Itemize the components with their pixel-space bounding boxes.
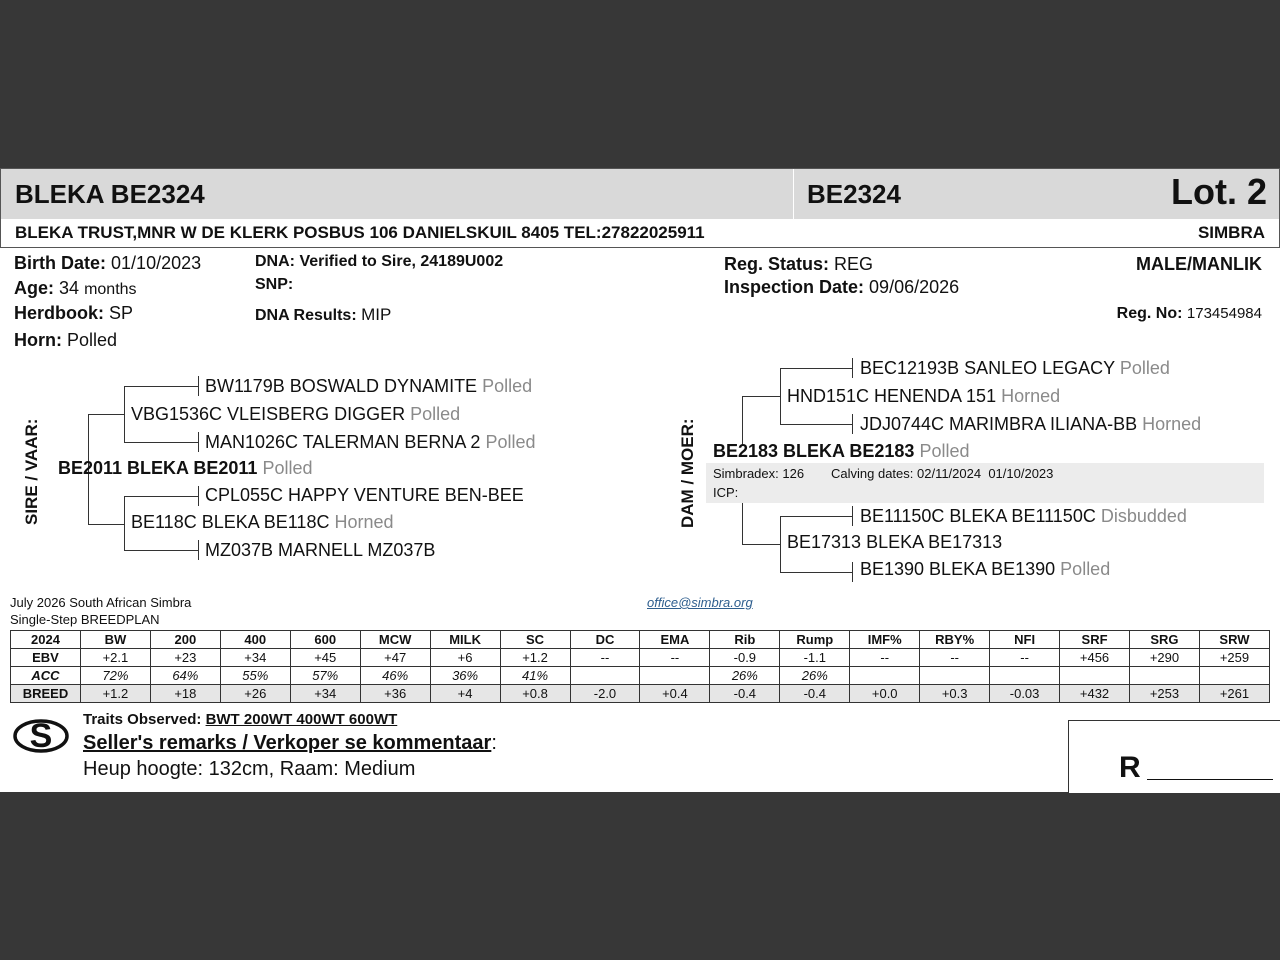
ebv-cell: 55%	[220, 667, 290, 685]
sire-dam-dam: MZ037B MARNELL MZ037B	[205, 540, 436, 560]
sire-sire: VBG1536C VLEISBERG DIGGER Polled	[131, 404, 461, 424]
sire-side-label: SIRE / VAAR:	[22, 418, 41, 525]
ebv-cell	[570, 667, 640, 685]
ebv-cell: +47	[360, 649, 430, 667]
ebv-cell: +0.8	[500, 685, 570, 703]
ebv-cell: +1.2	[500, 649, 570, 667]
ebv-cell: IMF%	[850, 631, 920, 649]
herdbook: Herdbook: SP	[14, 303, 134, 323]
breedplan-title: July 2026 South African Simbra	[10, 595, 192, 610]
ebv-header-row	[11, 631, 1270, 649]
sire-dam-sire: CPL055C HAPPY VENTURE BEN-BEE	[205, 485, 524, 505]
ebv-cell: +0.4	[640, 685, 710, 703]
reg-status: Reg. Status: REG	[724, 254, 874, 274]
ebv-cell: +4	[430, 685, 500, 703]
ebv-cell: +26	[220, 685, 290, 703]
ebv-cell: -0.03	[990, 685, 1060, 703]
sire-dam: BE118C BLEKA BE118C Horned	[131, 512, 394, 532]
header-band	[0, 168, 1280, 220]
ebv-cell: +1.2	[80, 685, 150, 703]
ebv-cell: SRG	[1130, 631, 1200, 649]
ebv-cell: +253	[1130, 685, 1200, 703]
ebv-cell: -0.9	[710, 649, 780, 667]
ebv-cell: -0.4	[710, 685, 780, 703]
seller-remarks: Heup hoogte: 132cm, Raam: Medium	[83, 758, 416, 780]
dna-verification: DNA: Verified to Sire, 24189U002	[255, 253, 504, 270]
ebv-cell: --	[850, 649, 920, 667]
row-label-cell: ACC	[11, 667, 81, 685]
ebv-cell: +0.3	[920, 685, 990, 703]
simbra-logo-icon	[12, 716, 70, 756]
ebv-cell: MCW	[360, 631, 430, 649]
email-link[interactable]: office@simbra.org	[647, 595, 753, 610]
ebv-cell: -1.1	[780, 649, 850, 667]
ebv-cell: +34	[220, 649, 290, 667]
snp: SNP:	[255, 276, 294, 293]
sire-sire-dam: MAN1026C TALERMAN BERNA 2 Polled	[205, 432, 536, 452]
ebv-cell: --	[640, 649, 710, 667]
dam-sire: HND151C HENENDA 151 Horned	[787, 386, 1061, 406]
row-label-cell: 2024	[11, 631, 81, 649]
ebv-row	[11, 649, 1270, 667]
breed-name: SIMBRA	[1197, 223, 1265, 242]
reg-no: Reg. No: 173454984	[1116, 305, 1262, 322]
sire: BE2011 BLEKA BE2011 Polled	[58, 458, 313, 478]
ebv-cell: 600	[290, 631, 360, 649]
lot-card	[0, 168, 1280, 792]
ebv-cell: SRF	[1060, 631, 1130, 649]
ebv-cell: +6	[430, 649, 500, 667]
ebv-cell: NFI	[990, 631, 1060, 649]
birth-date: Birth Date: 01/10/2023	[14, 253, 202, 273]
ebv-cell: 41%	[500, 667, 570, 685]
row-label-cell: BREED	[11, 685, 81, 703]
ebv-cell: +259	[1199, 649, 1269, 667]
ebv-cell: -2.0	[570, 685, 640, 703]
ebv-cell: Rump	[780, 631, 850, 649]
ebv-cell	[1199, 667, 1269, 685]
price-line[interactable]	[1147, 779, 1273, 780]
ebv-cell	[1060, 667, 1130, 685]
dam-dam: BE17313 BLEKA BE17313	[787, 532, 1003, 552]
ebv-cell: SC	[500, 631, 570, 649]
ebv-cell: -0.4	[780, 685, 850, 703]
lot-number: Lot. 2	[1171, 171, 1267, 212]
ebv-cell: DC	[570, 631, 640, 649]
breeder-row	[0, 219, 1280, 248]
ebv-cell: 46%	[360, 667, 430, 685]
svg-text:S: S	[29, 717, 53, 755]
ebv-cell: +2.1	[80, 649, 150, 667]
ebv-cell: Rib	[710, 631, 780, 649]
ebv-cell: +18	[150, 685, 220, 703]
ebv-cell	[990, 667, 1060, 685]
age: Age: 34 months	[14, 278, 137, 298]
ebv-cell: EMA	[640, 631, 710, 649]
breed-row	[11, 685, 1270, 703]
ebv-cell: +0.0	[850, 685, 920, 703]
ebv-cell: 400	[220, 631, 290, 649]
ebv-cell: +290	[1130, 649, 1200, 667]
animal-id: BE2324	[807, 179, 901, 209]
ebv-cell: +36	[360, 685, 430, 703]
dam-dam-sire: BE11150C BLEKA BE11150C Disbudded	[860, 506, 1187, 526]
ebv-cell: RBY%	[920, 631, 990, 649]
ebv-cell: +34	[290, 685, 360, 703]
price-box	[1068, 720, 1280, 793]
ebv-cell	[850, 667, 920, 685]
ebv-cell: 64%	[150, 667, 220, 685]
ebv-cell: --	[920, 649, 990, 667]
simbradex: Simbradex: 126	[713, 466, 805, 481]
seller-remarks-heading: Seller's remarks / Verkoper se kommentaar:	[83, 732, 497, 754]
ebv-cell	[920, 667, 990, 685]
ebv-cell: +456	[1060, 649, 1130, 667]
ebv-cell: --	[570, 649, 640, 667]
calving-dates: Calving dates: 02/11/2024 01/10/2023	[831, 466, 1054, 481]
icp: ICP:	[713, 485, 739, 500]
sex: MALE/MANLIK	[1136, 254, 1262, 274]
ebv-cell: 57%	[290, 667, 360, 685]
horn: Horn: Polled	[14, 330, 118, 350]
ebv-cell: +45	[290, 649, 360, 667]
ebv-cell	[640, 667, 710, 685]
traits-observed: Traits Observed: BWT 200WT 400WT 600WT	[83, 711, 398, 728]
ebv-cell: --	[990, 649, 1060, 667]
breedplan-subtitle: Single-Step BREEDPLAN	[10, 612, 160, 627]
ebv-table	[10, 630, 1270, 703]
ebv-cell: +432	[1060, 685, 1130, 703]
inspection-date: Inspection Date: 09/06/2026	[724, 277, 960, 297]
price-r-label: R	[1119, 751, 1141, 784]
dam: BE2183 BLEKA BE2183 Polled	[713, 441, 970, 461]
ebv-cell: 200	[150, 631, 220, 649]
dam-sire-sire: BEC12193B SANLEO LEGACY Polled	[860, 358, 1170, 378]
breeder-address: BLEKA TRUST,MNR W DE KLERK POSBUS 106 DANIELSKUIL 8405 TEL:27822025911	[15, 223, 705, 242]
ebv-cell: 72%	[80, 667, 150, 685]
ebv-cell: +261	[1199, 685, 1269, 703]
dam-side-label: DAM / MOER:	[678, 418, 697, 528]
animal-name: BLEKA BE2324	[15, 179, 205, 209]
ebv-cell: +23	[150, 649, 220, 667]
dam-sire-dam: JDJ0744C MARIMBRA ILIANA-BB Horned	[860, 414, 1202, 434]
ebv-cell: BW	[80, 631, 150, 649]
ebv-cell: 26%	[780, 667, 850, 685]
acc-row	[11, 667, 1270, 685]
ebv-cell: 36%	[430, 667, 500, 685]
row-label-cell: EBV	[11, 649, 81, 667]
dna-results: DNA Results: MIP	[255, 305, 392, 324]
ebv-cell: MILK	[430, 631, 500, 649]
ebv-cell: 26%	[710, 667, 780, 685]
sire-sire-sire: BW1179B BOSWALD DYNAMITE Polled	[205, 376, 533, 396]
dam-dam-dam: BE1390 BLEKA BE1390 Polled	[860, 559, 1111, 579]
ebv-cell	[1130, 667, 1200, 685]
ebv-cell: SRW	[1199, 631, 1269, 649]
